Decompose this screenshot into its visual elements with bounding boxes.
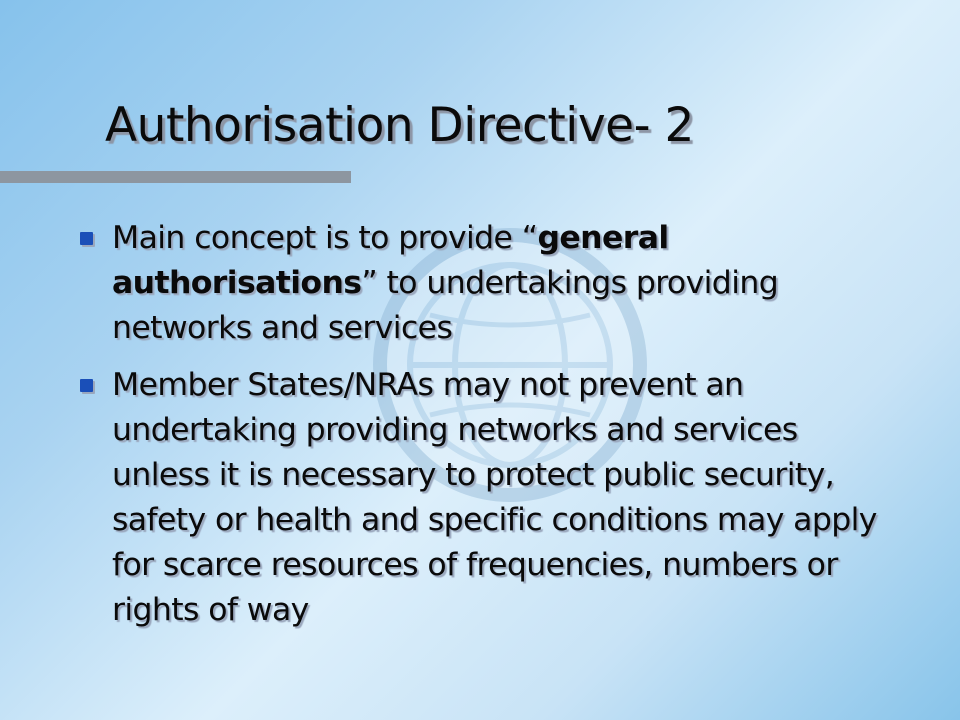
bullet-text-bold: general authorisations <box>112 220 669 301</box>
bullet-list <box>80 216 880 633</box>
square-bullet-icon <box>80 379 93 392</box>
bullet-text-part: Member States/NRAs may not prevent an undertaking providing networks and services unless it is necessary to protect public security, safety or health and specific conditions may apply for scarce resources of frequencies, numbers or rights of way <box>112 367 877 628</box>
title-underline-bar <box>0 171 351 183</box>
bullet-item <box>80 216 880 351</box>
bullet-text-part: Main concept is to provide “ <box>112 220 538 256</box>
bullet-text-part: ” to undertakings providing networks and services <box>112 265 779 346</box>
slide-title: Authorisation Directive- 2 <box>105 98 694 153</box>
title-area <box>105 98 694 153</box>
square-bullet-icon <box>80 232 93 245</box>
bullet-item <box>80 363 880 633</box>
